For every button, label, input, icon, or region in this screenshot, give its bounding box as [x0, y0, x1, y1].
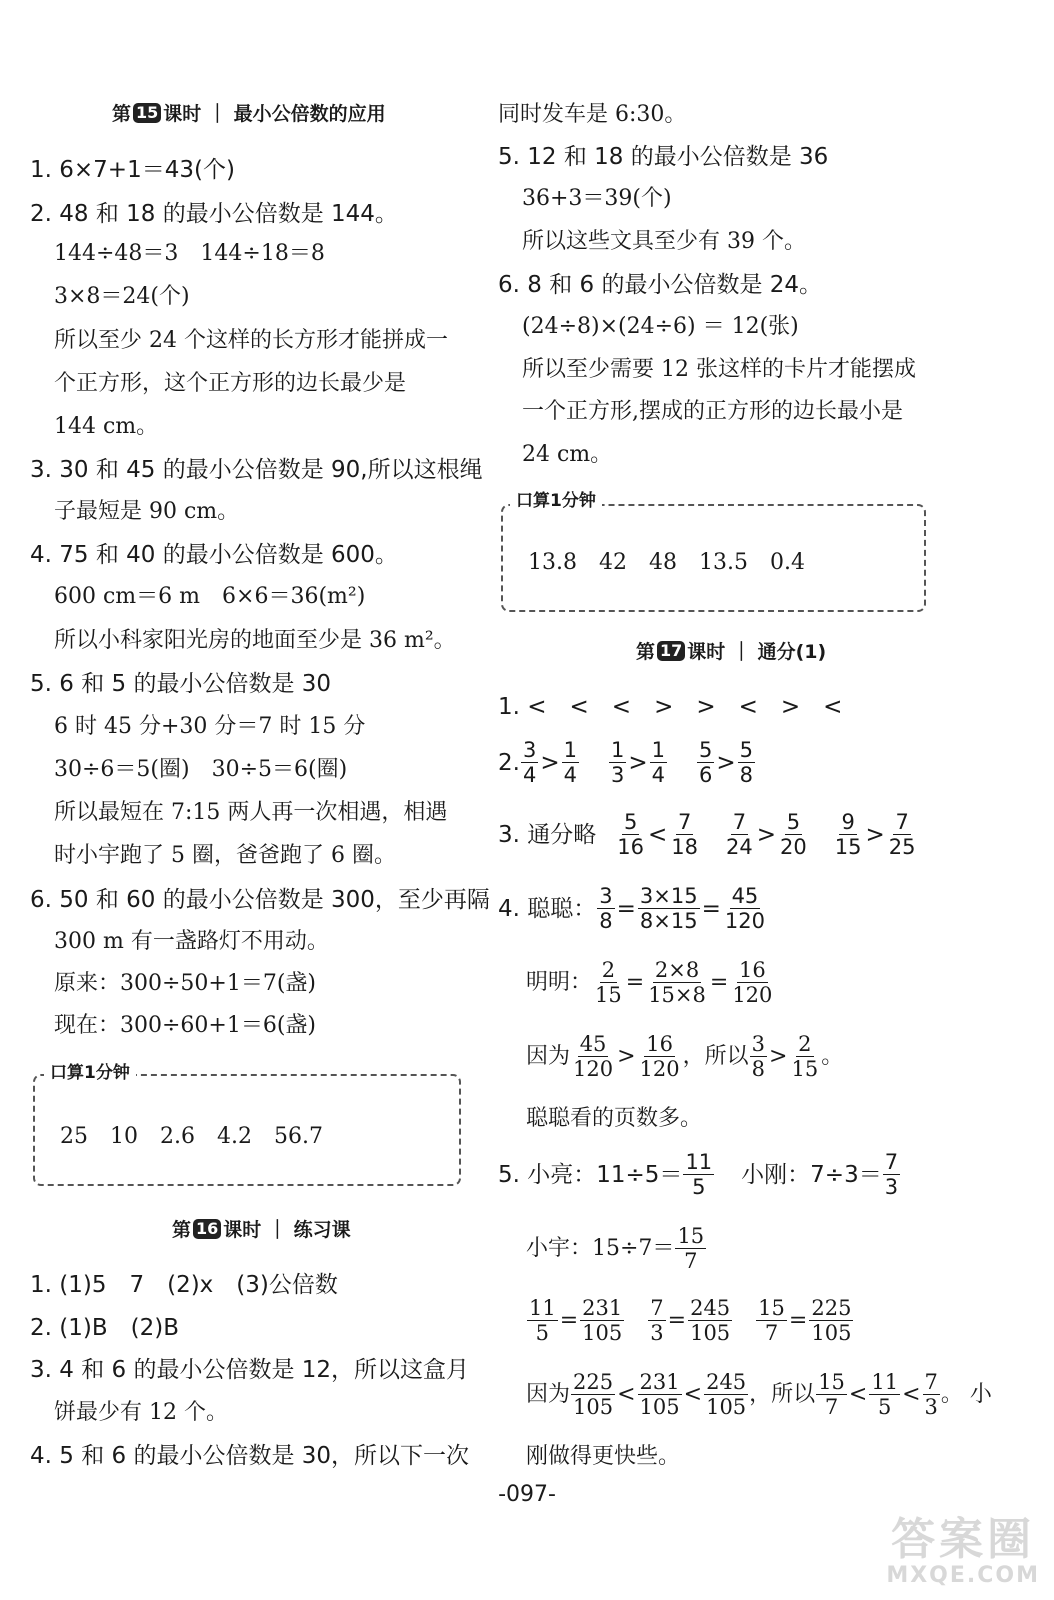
text: 因为	[526, 1043, 571, 1069]
answer-line: 6 时 45 分+30 分＝7 时 15 分	[54, 714, 366, 739]
denominator: 24	[726, 835, 753, 859]
oral-calc-answers: 25 10 2.6 4.2 56.7	[60, 1124, 323, 1149]
comparison-sign: >	[865, 821, 885, 848]
denominator: 120	[639, 1057, 680, 1081]
denominator: 105	[639, 1395, 680, 1419]
fraction	[609, 738, 626, 787]
denominator: 8	[751, 1057, 766, 1081]
answer-line: 30÷6＝5(圈) 30÷5＝6(圈)	[54, 757, 348, 782]
answer-line: 600 cm＝6 m 6×6＝36(m²)	[54, 584, 366, 609]
fraction	[697, 738, 714, 787]
numerator: 16	[738, 958, 766, 982]
lesson-suffix: 课时	[163, 103, 202, 125]
denominator: 105	[706, 1395, 747, 1419]
question-label: 5. 小亮：11÷5＝	[498, 1161, 683, 1188]
answer-line: 现在：300÷60+1＝6(盏)	[54, 1013, 317, 1038]
numerator: 245	[706, 1370, 747, 1394]
numerator: 3×15	[639, 884, 698, 908]
fraction	[527, 1296, 558, 1345]
fraction	[883, 1150, 900, 1199]
lesson-title: 练习课	[293, 1219, 351, 1241]
answer-line: 时小宇跑了 5 圈，爸爸跑了 6 圈。	[54, 843, 396, 868]
fraction	[923, 1370, 940, 1419]
answer-line: 所以这些文具至少有 39 个。	[522, 229, 806, 254]
answer-line: 3×8＝24(个)	[54, 284, 190, 309]
denominator: 120	[573, 1057, 614, 1081]
denominator: 120	[724, 909, 765, 933]
lesson16-heading	[172, 1216, 351, 1244]
fraction	[638, 884, 700, 933]
fraction	[738, 738, 755, 787]
answer-line: 300 m 有一盏路灯不用动。	[54, 929, 329, 954]
numerator: 245	[690, 1296, 731, 1320]
denominator: 4	[522, 763, 537, 787]
numerator: 1	[651, 738, 666, 762]
watermark	[886, 1516, 1040, 1588]
denominator: 5	[692, 1175, 706, 1199]
separator: ｜	[731, 641, 751, 663]
text: ，所以	[682, 1043, 749, 1069]
answer-line: 6. 8 和 6 的最小公倍数是 24。	[498, 272, 823, 298]
comparison-sign: >	[716, 749, 736, 776]
answer-line: 36+3＝39(个)	[522, 186, 672, 211]
numerator: 7	[677, 810, 692, 834]
lesson-title: 通分(1)	[757, 641, 827, 663]
denominator: 8	[599, 909, 613, 933]
fraction	[750, 1032, 767, 1081]
lesson15-heading	[112, 100, 386, 128]
fraction	[730, 958, 774, 1007]
lesson-prefix: 第	[112, 103, 132, 125]
question-label: 明明：	[526, 969, 593, 995]
fraction	[809, 1296, 853, 1345]
numerator: 16	[646, 1032, 673, 1056]
denominator: 16	[617, 835, 644, 859]
denominator: 20	[780, 835, 807, 859]
question-number: 3. 通分略	[498, 821, 597, 848]
fraction	[778, 810, 809, 859]
numerator: 231	[582, 1296, 623, 1320]
denominator: 3	[610, 763, 625, 787]
answer-line: 同时发车是 6:30。	[498, 102, 687, 127]
numerator: 15	[818, 1370, 845, 1394]
answer-line: 2. 48 和 18 的最小公倍数是 144。	[30, 201, 398, 227]
fraction	[650, 738, 667, 787]
denominator: 105	[573, 1395, 614, 1419]
lesson17-heading	[636, 638, 826, 666]
numerator: 7	[895, 810, 909, 834]
fraction-compare-row	[498, 810, 919, 859]
equation-row	[526, 1224, 707, 1273]
comparison-sign: >	[628, 749, 648, 776]
fraction	[669, 810, 700, 859]
equation-row: $\frac{11}{5}$ = $\frac{231}{105}$ $\frac{7}{3}$ = $\frac{245}{105}$ $\frac{15}{7}$ = $\frac{225}{105}$	[529, 1296, 852, 1345]
numerator: 231	[639, 1370, 680, 1394]
lesson-number-badge: 16	[193, 1219, 221, 1239]
answer-line: 4. 5 和 6 的最小公倍数是 30，所以下一次	[30, 1443, 470, 1469]
comparison-row: 因为 $\frac{225}{105}$ < $\frac{231}{105}$ < $\frac{245}{105}$ ，所以 $\frac{15}{7}$ < $\frac{11}{5}$ < $\frac{7}{3}$ 。 小	[526, 1370, 992, 1419]
equation-row: 4. 聪聪： $\frac{3}{8}$ = $\frac{3\times 15}{8\times 15}$ = $\frac{45}{120}$	[498, 884, 765, 933]
answer-line: 饼最少有 12 个。	[54, 1400, 228, 1425]
equation-row	[498, 1150, 901, 1199]
fraction	[675, 1224, 706, 1273]
numerator: 1	[563, 738, 577, 762]
denominator: 8	[739, 763, 754, 787]
page-number: -097-	[498, 1482, 556, 1507]
oral-calc-title: 口算1分钟	[510, 490, 602, 512]
oral-calc-answers: 13.8 42 48 13.5 0.4	[528, 550, 805, 575]
denominator: 4	[651, 763, 666, 787]
equation-row: 明明： $\frac{2}{15}$ = $\frac{2\times 8}{15\times 8}$ = $\frac{16}{120}$	[526, 958, 773, 1007]
fraction	[571, 1032, 615, 1081]
numerator: 3	[522, 738, 537, 762]
numerator: 9	[841, 810, 855, 834]
numerator: 7	[924, 1370, 938, 1394]
denominator: 25	[888, 835, 916, 859]
numerator: 5	[623, 810, 638, 834]
numerator: 2	[601, 958, 616, 982]
denominator: 120	[732, 983, 773, 1007]
fraction	[580, 1296, 624, 1345]
comparison-sign: <	[648, 821, 668, 848]
numerator: 15	[677, 1224, 705, 1248]
denominator: 15	[791, 1057, 819, 1081]
separator: ｜	[267, 1219, 287, 1241]
text: 。	[821, 1043, 844, 1069]
text: 因为	[526, 1381, 571, 1407]
answer-line: 刚做得更快些。	[526, 1444, 681, 1469]
lesson-title: 最小公倍数的应用	[233, 103, 386, 125]
numerator: 2×8	[654, 958, 700, 982]
answer-line: 5. 12 和 18 的最小公倍数是 36	[498, 144, 829, 170]
fraction	[724, 810, 755, 859]
fraction	[615, 810, 646, 859]
answer-line: (24÷8)×(24÷6) ＝ 12(张)	[522, 314, 799, 339]
answer-line: 1. (1)5 7 (2)x (3)公倍数	[30, 1272, 338, 1298]
answer-line: 5. 6 和 5 的最小公倍数是 30	[30, 671, 332, 697]
lesson-prefix: 第	[172, 1219, 192, 1241]
lesson-number-badge: 15	[133, 103, 161, 123]
numerator: 1	[610, 738, 625, 762]
question-number: 2.	[498, 749, 520, 776]
text: 。 小	[940, 1381, 992, 1407]
fraction	[521, 738, 538, 787]
fraction	[638, 1032, 682, 1081]
comparison-row: 因为 $\frac{45}{120}$ > $\frac{16}{120}$ ，所以 $\frac{3}{8}$ > $\frac{2}{15}$ 。	[526, 1032, 844, 1081]
denominator: 5	[878, 1395, 892, 1419]
numerator: 7	[884, 1150, 899, 1174]
fraction	[638, 1370, 682, 1419]
answer-line: 3. 30 和 45 的最小公倍数是 90,所以这根绳	[30, 457, 483, 483]
lesson-prefix: 第	[636, 641, 656, 663]
numerator: 7	[650, 1296, 664, 1320]
fraction	[816, 1370, 847, 1419]
denominator: 6	[699, 763, 713, 787]
lesson-suffix: 课时	[223, 1219, 262, 1241]
answer-line: 所以至少需要 12 张这样的卡片才能摆成	[522, 357, 916, 382]
denominator: 15×8	[648, 983, 706, 1007]
numerator: 2	[798, 1032, 812, 1056]
numerator: 7	[732, 810, 747, 834]
fraction	[562, 738, 579, 787]
numerator: 3	[599, 884, 613, 908]
answer-line: 个正方形，这个正方形的边长最少是	[54, 371, 407, 396]
denominator: 3	[650, 1321, 664, 1345]
oral-calc-title: 口算1分钟	[44, 1062, 136, 1084]
answer-line: 所以至少 24 个这样的长方形才能拼成一	[54, 328, 448, 353]
denominator: 8×15	[639, 909, 698, 933]
fraction	[704, 1370, 748, 1419]
answer-line: 24 cm。	[522, 442, 613, 467]
numerator: 11	[529, 1296, 556, 1320]
watermark-logo-text: 答案圈	[891, 1514, 1036, 1565]
comparison-sign: >	[540, 749, 560, 776]
numerator: 11	[685, 1150, 713, 1174]
numerator: 225	[811, 1296, 852, 1320]
answer-line: 聪聪看的页数多。	[526, 1106, 703, 1131]
lesson-number-badge: 17	[657, 641, 685, 661]
denominator: 4	[563, 763, 577, 787]
question-label: 小宇：15÷7＝	[526, 1235, 675, 1261]
fraction	[756, 1296, 787, 1345]
denominator: 105	[582, 1321, 623, 1345]
numerator: 45	[731, 884, 759, 908]
fraction	[833, 810, 864, 859]
answer-line: 2. (1)B (2)B	[30, 1315, 179, 1341]
numerator: 3	[751, 1032, 766, 1056]
fraction	[887, 810, 918, 859]
question-label: 小刚：7÷3＝	[741, 1161, 882, 1188]
numerator: 5	[786, 810, 801, 834]
numerator: 5	[699, 738, 713, 762]
fraction	[646, 958, 708, 1007]
denominator: 105	[690, 1321, 731, 1345]
fraction	[723, 884, 767, 933]
answer-line: 所以最短在 7:15 两人再一次相遇，相遇	[54, 800, 448, 825]
answer-line: 6. 50 和 60 的最小公倍数是 300，至少再隔	[30, 887, 490, 913]
fraction	[648, 1296, 665, 1345]
question-label: 4. 聪聪：	[498, 895, 597, 922]
answer-line: 3. 4 和 6 的最小公倍数是 12，所以这盒月	[30, 1357, 470, 1383]
separator: ｜	[207, 103, 227, 125]
answer-line: 所以小科家阳光房的地面至少是 36 m²。	[54, 628, 456, 653]
lesson-suffix: 课时	[687, 641, 726, 663]
denominator: 5	[535, 1321, 550, 1345]
answer-line: 1. 6×7+1＝43(个)	[30, 157, 235, 183]
answer-line: 一个正方形,摆成的正方形的边长最小是	[522, 399, 903, 424]
denominator: 15	[595, 983, 622, 1007]
answer-line: 1. < < < > > < > <	[498, 694, 843, 720]
watermark-url: MXQE.COM	[886, 1563, 1040, 1588]
text: ，所以	[749, 1381, 816, 1407]
comparison-sign: >	[756, 821, 777, 848]
fraction-compare-row	[498, 738, 756, 787]
denominator: 7	[684, 1249, 698, 1273]
numerator: 225	[573, 1370, 614, 1394]
denominator: 18	[671, 835, 699, 859]
denominator: 7	[764, 1321, 779, 1345]
denominator: 3	[924, 1395, 938, 1419]
fraction	[869, 1370, 900, 1419]
fraction	[789, 1032, 820, 1081]
answer-line: 144÷48＝3 144÷18＝8	[54, 241, 325, 266]
denominator: 105	[811, 1321, 852, 1345]
answer-line: 原来：300÷50+1＝7(盏)	[54, 971, 317, 996]
fraction	[683, 1150, 714, 1199]
denominator: 7	[824, 1395, 839, 1419]
numerator: 45	[579, 1032, 607, 1056]
answer-line: 4. 75 和 40 的最小公倍数是 600。	[30, 542, 398, 568]
answer-line: 子最短是 90 cm。	[54, 499, 240, 524]
fraction	[593, 958, 624, 1007]
denominator: 3	[884, 1175, 899, 1199]
numerator: 15	[758, 1296, 785, 1320]
denominator: 15	[834, 835, 862, 859]
numerator: 5	[739, 738, 754, 762]
fraction	[571, 1370, 615, 1419]
numerator: 11	[871, 1370, 899, 1394]
fraction	[688, 1296, 732, 1345]
answer-line: 144 cm。	[54, 414, 159, 439]
fraction	[597, 884, 614, 933]
